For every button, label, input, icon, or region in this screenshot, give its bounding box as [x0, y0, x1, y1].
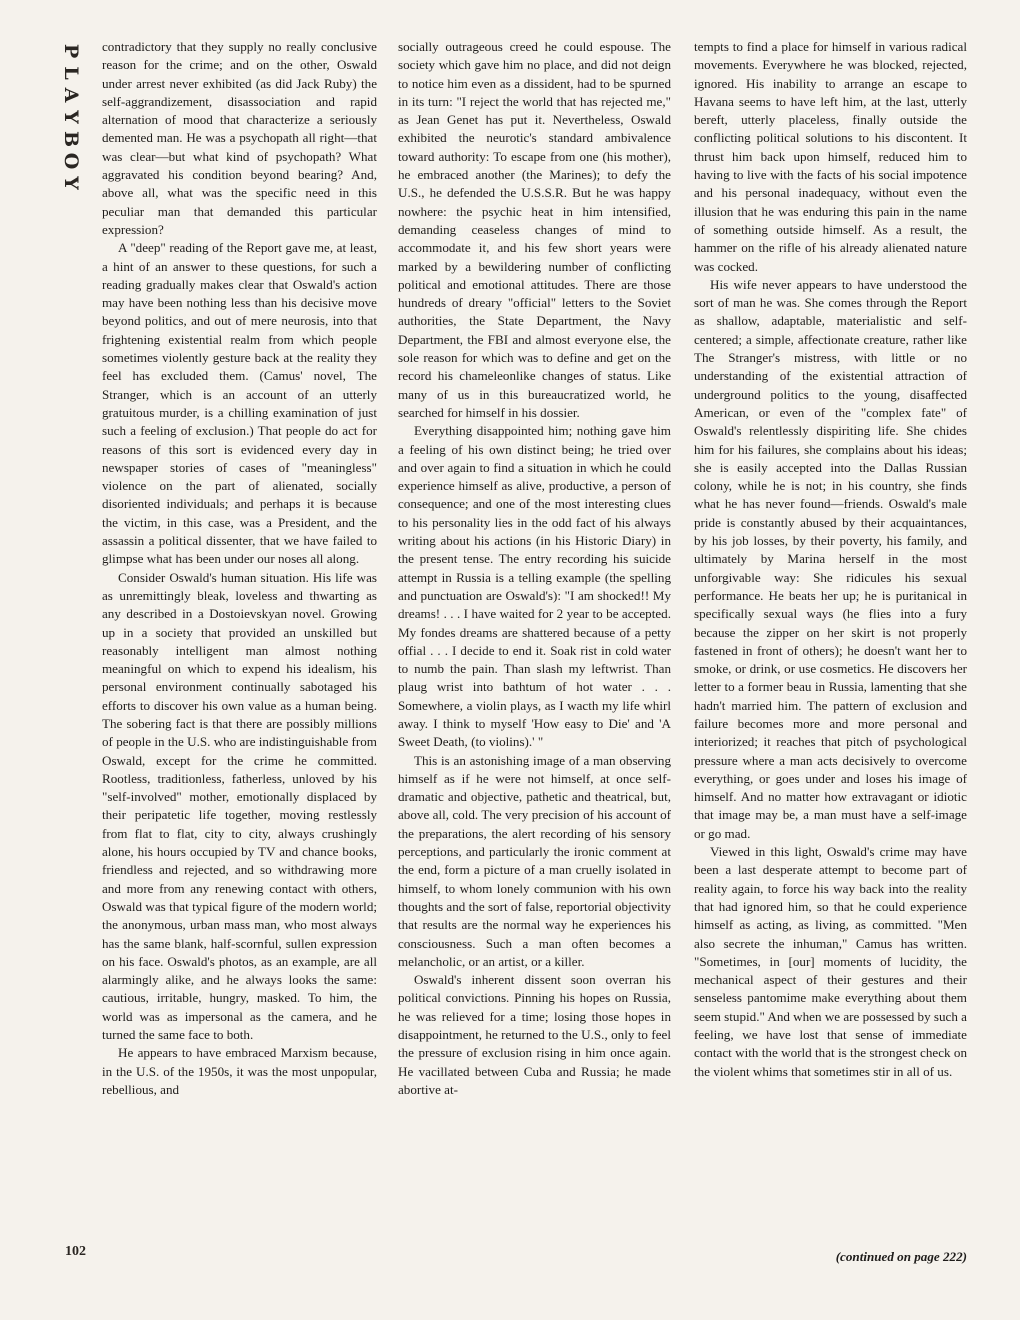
masthead-letter: A [60, 87, 82, 103]
paragraph: socially outrageous creed he could espouse. The society which gave him no place, and did not deign to notice him even as a dissident, had to be spurned in its turn: "I reject the world that has rejected me," as Jean Genet has put it. Nevertheless, Oswald exhibited the neurotic's standard ambivalence toward authority: To escape from one (his mother), he embraced another (the Marines); to defy the U.S., he defended the U.S.S.R. But he was happy nowhere: the psychic heat in him intensified, demanding ceaseless changes of mind to accommodate it, and his few short years were marked by a bewildering number of conflicting political and emotional attitudes. There are those hundreds of dreary "official" letters to the Soviet authorities, the State Department, the Navy Department, the FBI and almost everyone else, the sole reason for which was to define and get on the record his chameleonlike changes of status. Like many of us in this bureaucratized world, he searched for himself in his dossier. [398, 39, 671, 420]
masthead-letter: B [60, 130, 82, 148]
paragraph: This is an astonishing image of a man observing himself as if he were not himself, at once self-dramatic and objective, pathetic and theatrical, but, above all, cold. The very precision of his account of the preparations, the alert recording of his sensory perceptions, and particularly the ironic comment at the end, form a picture of a man cruelly isolated in himself, to whom lonely communion with his own thoughts and the sort of false, reportorial objectivity that results are the normal way he experiences his consciousness. Such a man often becomes a melancholic, or an artist, or a killer. [398, 752, 671, 969]
paragraph: A "deep" reading of the Report gave me, at least, a hint of an answer to these questions, for such a reading gradually makes clear that Oswald's action may have been nothing less than his decisive move beyond politics, and out of mere neurosis, into that frightening existential realm from which people sometimes violently gesture back at the reality they feel has excluded them. (Camus' novel, The Stranger, which is an account of an utterly gratuitous murder, is a chilling examination of just such a feeling of exclusion.) That people do act for reasons of this sort is evidenced every day in newspaper stories of cases of "meaningless" violence on the part of alienated, socially disoriented individuals; and perhaps it is because the victim, in this case, was a President, and the assassin a political dissenter, that we have failed to glimpse what has been under our noses all along. [102, 240, 377, 567]
masthead-letter: P [60, 43, 82, 59]
masthead-letter: Y [60, 110, 82, 124]
paragraph: His wife never appears to have understood the sort of man he was. She comes through the Report as shallow, adaptable, materialistic and self-centered; a simple, affectionate creature, rather like The Stranger's mistress, with little or no understanding of the existential attraction of underground politics to the young, disaffected American, or even of the "complex fate" of Oswald's relentlessly dispiriting life. She chides him for his failures, she complains about his ideas; she is easily accepted into the Dallas Russian colony, while he is not; in his country, she finds what he has never found—friends. Oswald's male pride is constantly abused by their acquaintances, by his job losses, by their poverty, his family, and ultimately by Marina herself in the most unforgivable way: She ridicules his sexual performance. He beats her up; he is puritanical in specifically sexual ways (he flies into a fury because the zipper on her skirt is not properly fastened in front of others); he doesn't want her to smoke, or drink, or use cosmetics. He discovers her letter to a former beau in Russia, lamenting that she hadn't married him. The pattern of exclusion and failure becomes more and more personal and interiorized; it reaches that pitch of psychological pressure where a man acts decisively to overcome everything, or goes under and loses his image of himself. And no matter how extravagant or idiotic that image may be, a man must have a self-image or go mad. [694, 276, 967, 841]
page-number: 102 [65, 1244, 86, 1259]
paragraph: contradictory that they supply no really conclusive reason for the crime; and on the other, Oswald under arrest never exhibited (as did Jack Ruby) the self-aggrandizement, disassociation and rapid alternation of mood that characterize a seriously demented man. He was a psychopath all right—that was clear—but what kind of psychopath? What aggravated his condition beyond bearing? And, above all, what was the specific need in this peculiar man that demanded this particular expression? [102, 39, 377, 237]
masthead-letter: L [60, 66, 82, 80]
paragraph: Oswald's inherent dissent soon overran his political convictions. Pinning his hopes on Russia, he was relieved for a time; losing those hopes in disappointment, he returned to the U.S., only to feel the pressure of exclusion rising in him once again. He vacillated between Cuba and Russia; he made abortive at- [398, 972, 671, 1097]
paragraph: tempts to find a place for himself in various radical movements. Everywhere he was blocked, rejected, ignored. His inability to arrange an escape to Havana seems to have left him, at the last, utterly bereft, utterly placeless, finally outside the conflicting political solutions to his discontent. It thrust him back upon himself, reduced him to having to live with the facts of his social impotence and his personal inadequacy, without even the illusion that he was enduring this pain in the name of something outside himself. As a result, the hammer on the rifle of his already alienated nature was cocked. [694, 39, 967, 274]
masthead-letter: Y [60, 176, 82, 190]
masthead-letter: O [60, 152, 82, 170]
paragraph: Viewed in this light, Oswald's crime may have been a last desperate attempt to become part of reality again, to force his way back into the reality that had ignored him, so that he could experience himself as acting, as living, as committed. "Men also secrete the inhuman," Camus has written. "Sometimes, in [our] moments of lucidity, the mechanical aspect of their gestures and their senseless pantomime make everything about them seem stupid." And when we are possessed by such a feeling, we have lost that sense of immediate contact with the world that is the strongest check on the violent whims that sometimes stir in all of us. [694, 844, 967, 1079]
paragraph: He appears to have embraced Marxism because, in the U.S. of the 1950s, it was the most unpopular, rebellious, and [102, 1045, 377, 1097]
continued-note: (continued on page 222) [835, 1249, 967, 1264]
text-column-3 [694, 38, 967, 1081]
magazine-masthead [58, 40, 84, 194]
paragraph: Everything disappointed him; nothing gave him a feeling of his own distinct being; he tried over and over again to find a situation in which he could experience himself as alive, productive, a person of consequence; and one of the most interesting clues to his personality lies in the odd fact of his always writing about his actions (in his Historic Diary) in the present tense. The entry recording his suicide attempt in Russia is a telling example (the spelling and punctuation are Oswald's): "I am shocked!! My dreams! . . . I have waited for 2 year to be accepted. My fondes dreams are shattered because of a petty offial . . . I decide to end it. Soak rist in cold water to numb the pain. Than slash my leftwrist. Than plaug wrist into bathtum of hot water . . . Somewhere, a violin plays, as I wacth my life whirl away. I think to myself 'How easy to Die' and 'A Sweet Death, (to violins).' " [398, 423, 671, 750]
text-column-2 [398, 38, 671, 1099]
text-column-1 [102, 38, 377, 1099]
paragraph: Consider Oswald's human situation. His life was as unremittingly bleak, loveless and thwarting as any described in a Dostoievskyan novel. Growing up in a society that provided an unskilled but reasonably intelligent man almost nothing meaningful on which to expend his idealism, his personal environment continually sabotaged his efforts to discover his own value as a human being. The sobering fact is that there are possibly millions of people in the U.S. who are indistinguishable from Oswald, except for the crime he committed. Rootless, traditionless, fatherless, unloved by his "self-involved" mother, emotionally displaced by their peripatetic life together, moving restlessly from flat to flat, city to city, always crushingly alone, his hours occupied by TV and chance books, friendless and rejected, and so withdrawing more and more from any renewing contact with others, Oswald was that typical figure of the modern world; the anonymous, urban mass man, who most always has the same blank, half-scornful, sullen expression on his face. Oswald's photos, as an example, are all alarmingly alike, and he always looks the same: cautious, irritable, hungry, masked. To him, the world was as impersonal as the camera, and he turned the same face to both. [102, 569, 377, 1043]
